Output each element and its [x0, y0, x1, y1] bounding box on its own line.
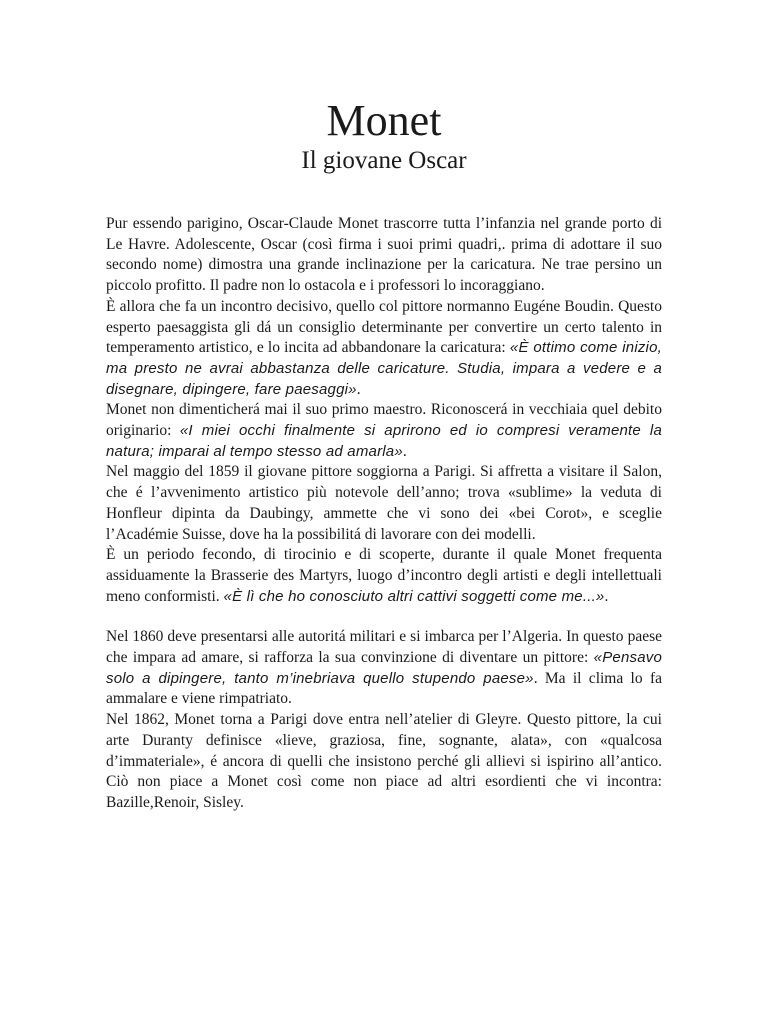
paragraph [106, 710, 662, 814]
paragraph-text: . Ma il clima lo fa ammalare e viene rimpatriato. [106, 669, 662, 708]
paragraph [106, 214, 662, 297]
quote-text: «Pensavo solo a dipingere, tanto m’inebriava quello stupendo paese» [106, 649, 662, 687]
paragraph-text: È un periodo fecondo, di tirocinio e di scoperte, durante il quale Monet frequenta assiduamente la Brasserie des Martyrs, luogo d’incontro degli artisti e degli intellettuali meno conformisti. [106, 546, 662, 605]
quote-text: «È lì che ho conosciuto altri cattivi soggetti come me...» [223, 587, 605, 605]
paragraph [106, 400, 662, 462]
paragraph-text: . [356, 380, 361, 398]
paragraph-text: . [604, 587, 609, 605]
quote-text: «È ottimo come inizio, ma presto ne avrai abbastanza delle caricature. Studia, impara a vedere e a disegnare, dipingere, fare paesaggi» [106, 339, 662, 398]
quote-text: «I miei occhi finalmente si aprirono ed io compresi veramente la natura; imparai al tempo stesso ad amarla» [106, 422, 662, 460]
paragraph-text: . [402, 442, 407, 460]
paragraph-spacer [106, 607, 662, 627]
paragraph-text: Nel 1862, Monet torna a Parigi dove entra nell’atelier di Gleyre. Questo pittore, la cui arte Duranty definisce «lieve, graziosa, fine, sognante, alata», con «qualcosa d’immateriale», é ancora di quelli che insistono perché gli allievi si ispirino all’antico. Ciò non piace a Monet così come non piace ad altri esordienti che vi incontra: Bazille,Renoir, Sisley. [106, 711, 662, 811]
paragraph-text: Nel 1860 deve presentarsi alle autoritá militari e si imbarca per l’Algeria. In questo paese che impara ad amare, si rafforza la sua convinzione di diventare un pittore: [106, 628, 662, 667]
paragraph-text: Pur essendo parigino, Oscar-Claude Monet trascorre tutta l’infanzia nel grande porto di Le Havre. Adolescente, Oscar (così firma i suoi primi quadri,. prima di adottare il suo secondo nome) dimostra una grande inclinazione per la caricatura. Ne trae persino un piccolo profitto. Il padre non lo ostacola e i professori lo incoraggiano. [106, 215, 662, 295]
paragraph-text: Nel maggio del 1859 il giovane pittore soggiorna a Parigi. Si affretta a visitare il Salon, che é l’avvenimento artistico più notevole dell’anno; trova «sublime» la veduta di Honfleur dipinta da Daubingy, ammette che vi sono dei «bei Corot», e sceglie l’Académie Suisse, dove ha la possibilitá di lavorare con dei modelli. [106, 463, 662, 543]
paragraph [106, 545, 662, 607]
paragraph-text: Monet non dimenticherá mai il suo primo maestro. Riconoscerá in vecchiaia quel debito originario: [106, 401, 662, 440]
paragraph [106, 462, 662, 545]
paragraph [106, 297, 662, 401]
document-subtitle: Il giovane Oscar [301, 147, 467, 174]
document-title: Monet [326, 96, 442, 145]
paragraph [106, 627, 662, 710]
document-page [106, 96, 662, 814]
paragraph-text: È allora che fa un incontro decisivo, quello col pittore normanno Eugéne Boudin. Questo esperto paesaggista gli dá un consiglio determinante per convertire un certo talento in temperamento artistico, e lo incita ad abbandonare la caricatura: [106, 297, 662, 357]
document-body [106, 214, 662, 814]
